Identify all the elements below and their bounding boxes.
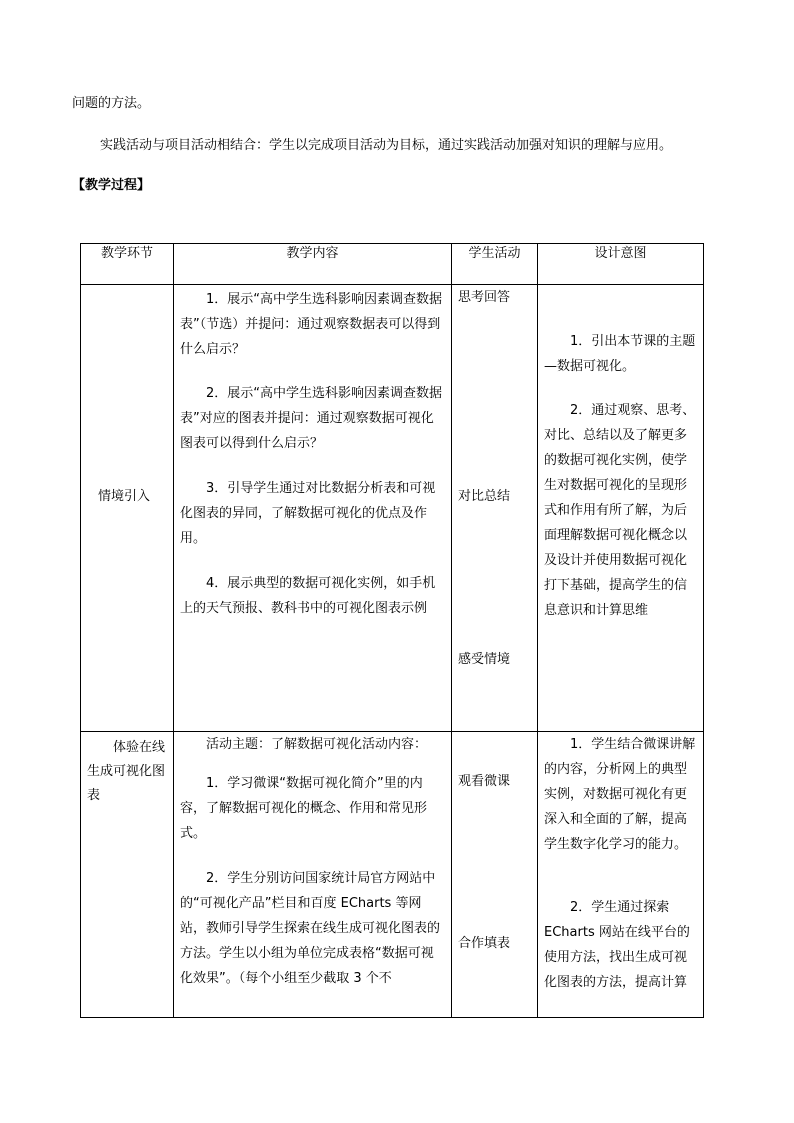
activity-item: 对比总结 <box>458 489 511 504</box>
table-row <box>81 285 704 732</box>
intent-cell <box>538 285 704 732</box>
content-item: 2．学生分别访问国家统计局官方网站中的“可视化产品”栏目和百度 ECharts 等网站，教师引导学生探索在线生成可视化图表的方法。学生以小组为单位完成表格“数据可视化效果”。（每个小组至少截取 3 个不 <box>180 871 441 986</box>
content-item: 2．展示“高中学生选科影响因素调查数据表”对应的图表并提问：通过观察数据可视化图表可以得到什么启示？ <box>180 386 443 451</box>
content-item: 4．展示典型的数据可视化实例，如手机上的天气预报、教科书中的可视化图表示例 <box>180 576 436 616</box>
teaching-process-table <box>80 243 704 1018</box>
table-row <box>81 732 704 1018</box>
activity-item: 合作填表 <box>458 936 511 951</box>
stage-label: 体验在线生成可视化图表 <box>87 740 166 803</box>
activity-cell <box>452 285 538 732</box>
content-cell <box>174 285 452 732</box>
content-cell <box>174 732 452 1018</box>
paragraph-practice-method: 实践活动与项目活动相结合：学生以完成项目活动为目标，通过实践活动加强对知识的理解与应用。 <box>100 138 673 153</box>
content-item: 活动主题：了解数据可视化活动内容： <box>206 737 428 752</box>
header-design-intent: 设计意图 <box>538 244 704 285</box>
stage-cell <box>81 285 174 732</box>
section-heading-teaching-process: 【教学过程】 <box>72 178 151 193</box>
intent-item: 1．引出本节课的主题—数据可视化。 <box>544 334 696 374</box>
activity-item: 感受情境 <box>458 652 511 667</box>
content-item: 3．引导学生通过对比数据分析表和可视化图表的异同，了解数据可视化的优点及作用。 <box>180 481 436 546</box>
intent-item: 2．学生通过探索 ECharts 网站在线平台的使用方法，找出生成可视化图表的方法，提高计算 <box>544 900 690 990</box>
stage-cell <box>81 732 174 1018</box>
paragraph-continuation: 问题的方法。 <box>72 96 151 111</box>
header-student-activity: 学生活动 <box>452 244 538 285</box>
header-stage: 教学环节 <box>81 244 174 285</box>
activity-item: 观看微课 <box>458 774 511 789</box>
intent-item: 1．学生结合微课讲解的内容，分析网上的典型实例，对数据可视化有更深入和全面的了解，提高学生数字化学习的能力。 <box>544 737 696 852</box>
content-item: 1．学习微课“数据可视化简介”里的内容，了解数据可视化的概念、作用和常见形式。 <box>180 776 428 841</box>
intent-cell <box>538 732 704 1018</box>
stage-label: 情境引入 <box>98 489 151 504</box>
header-content: 教学内容 <box>174 244 452 285</box>
table-header-row <box>81 244 704 285</box>
activity-cell <box>452 732 538 1018</box>
intent-item: 2．通过观察、思考、对比、总结以及了解更多的数据可视化实例，使学生对数据可视化的呈现形式和作用有所了解，为后面理解数据可视化概念以及设计并使用数据可视化打下基础，提高学生的信息意识和计算思维 <box>544 403 696 618</box>
content-item: 1．展示“高中学生选科影响因素调查数据表”（节选）并提问：通过观察数据表可以得到什么启示？ <box>180 292 443 357</box>
activity-item: 思考回答 <box>458 290 511 305</box>
